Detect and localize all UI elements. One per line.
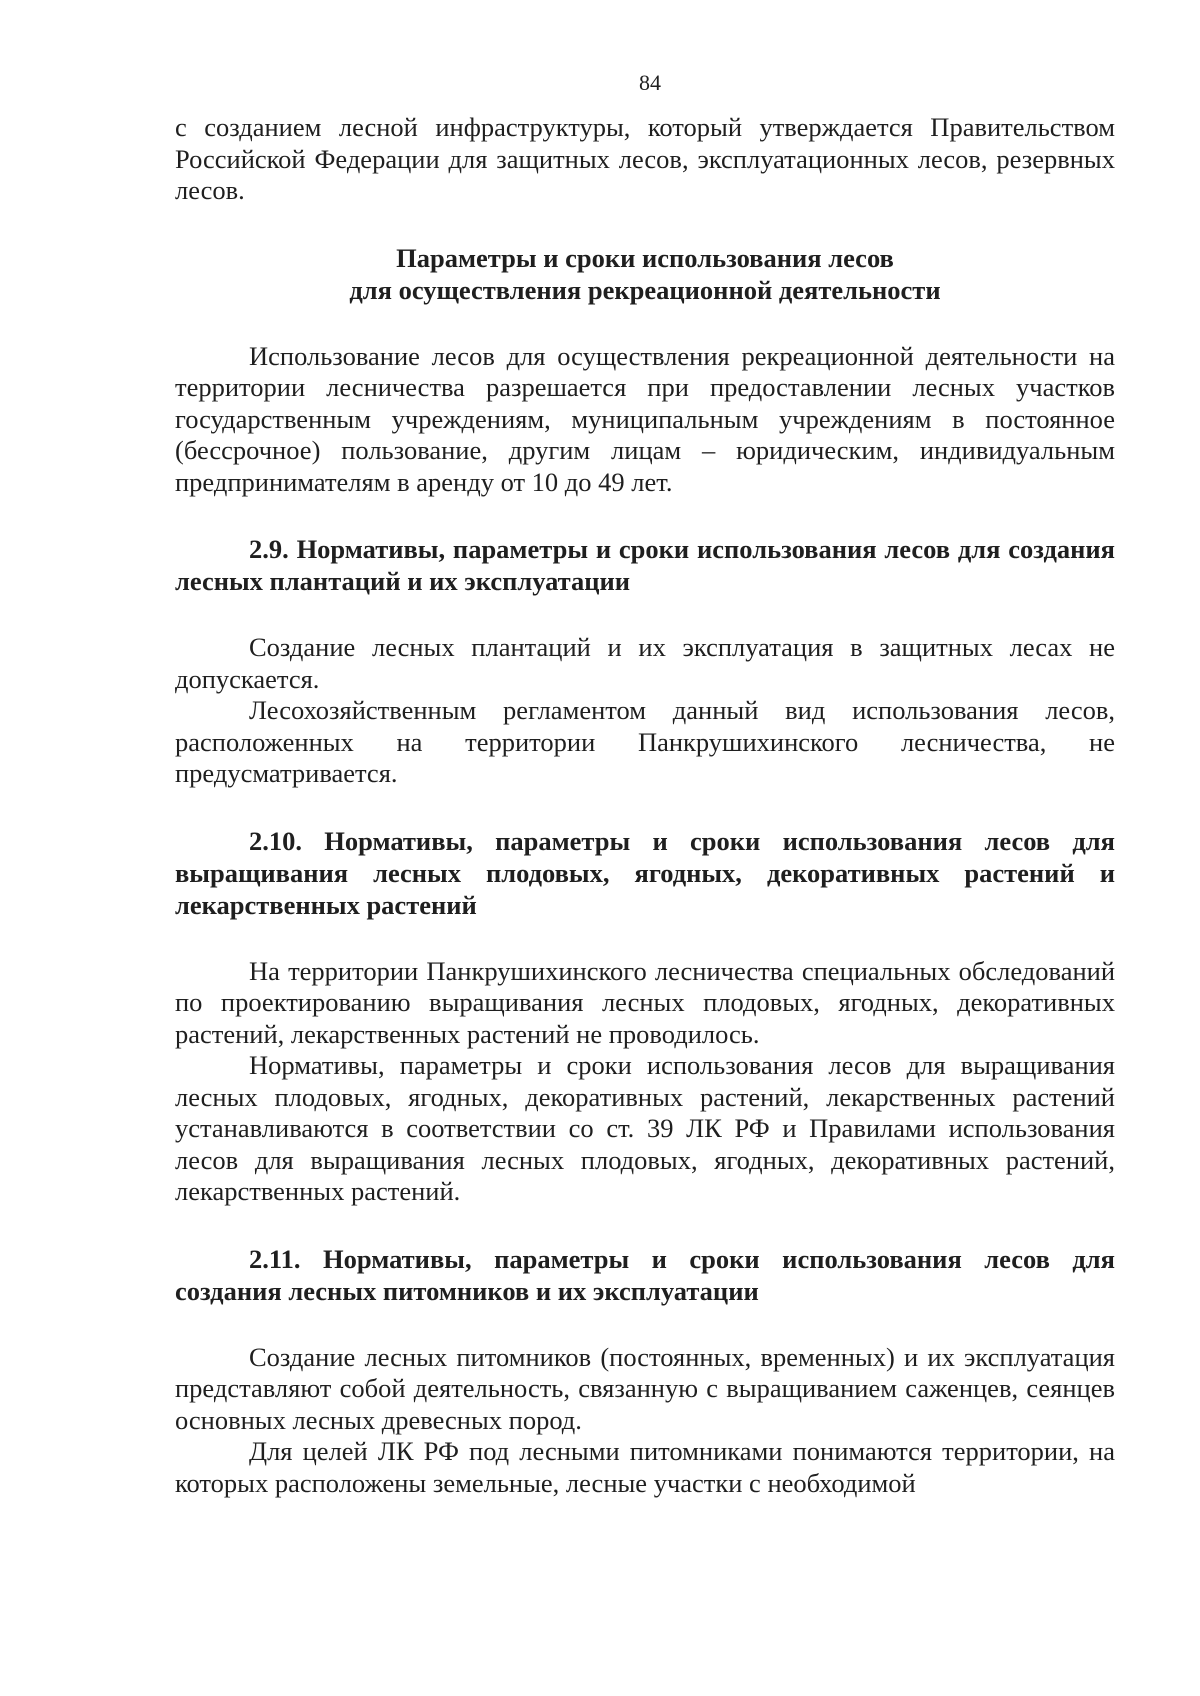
section-2-11-heading: 2.11. Нормативы, параметры и сроки использования лесов для создания лесных питомников и их эксплуатации	[175, 1243, 1115, 1306]
intro-paragraph: с созданием лесной инфраструктуры, который утверждается Правительством Российской Федерации для защитных лесов, эксплуатационных лесов, резервных лесов.	[175, 112, 1115, 205]
section-2-9-heading: 2.9. Нормативы, параметры и сроки использования лесов для создания лесных плантаций и их эксплуатации	[175, 534, 1115, 596]
recreation-heading-line2: для осуществления рекреационной деятельности	[349, 274, 941, 305]
recreation-heading-line1: Параметры и сроки использования лесов	[396, 242, 894, 273]
section-2-11-paragraph-2: Для целей ЛК РФ под лесными питомниками понимаются территории, на которых расположены земельные, лесные участки с необходимой	[175, 1436, 1115, 1498]
recreation-paragraph: Использование лесов для осуществления рекреационной деятельности на территории лесничества разрешается при предоставлении лесных участков государственным учреждениям, муниципальным учреждениям в постоянное (бессрочное) пользование, другим лицам – юридическим, индивидуальным предпринимателям в аренду от 10 до 49 лет.	[175, 340, 1115, 497]
page-content	[175, 112, 1115, 1499]
section-2-9-paragraph-1: Создание лесных плантаций и их эксплуатация в защитных лесах не допускается.	[175, 632, 1115, 694]
section-2-9-paragraph-2: Лесохозяйственным регламентом данный вид использования лесов, расположенных на территории Панкрушихинского лесничества, не предусматривается.	[175, 695, 1115, 788]
page-number: 84	[639, 70, 661, 95]
section-2-10-paragraph-1: На территории Панкрушихинского лесничества специальных обследований по проектированию выращивания лесных плодовых, ягодных, декоративных растений, лекарственных растений не проводилось.	[175, 955, 1115, 1049]
section-2-10-heading: 2.10. Нормативы, параметры и сроки использования лесов для выращивания лесных плодовых, ягодных, декоративных растений и лекарственных растений	[175, 825, 1115, 920]
recreation-heading	[175, 242, 1115, 306]
section-2-11-paragraph-1: Создание лесных питомников (постоянных, временных) и их эксплуатация представляют собой деятельность, связанную с выращиванием саженцев, сеянцев основных лесных древесных пород.	[175, 1341, 1115, 1435]
section-2-10-paragraph-2: Нормативы, параметры и сроки использования лесов для выращивания лесных плодовых, ягодных, декоративных растений, лекарственных растений устанавливаются в соответствии со ст. 39 ЛК РФ и Правилами использования лесов для выращивания лесных плодовых, ягодных, декоративных растений, лекарственных растений.	[175, 1050, 1115, 1206]
